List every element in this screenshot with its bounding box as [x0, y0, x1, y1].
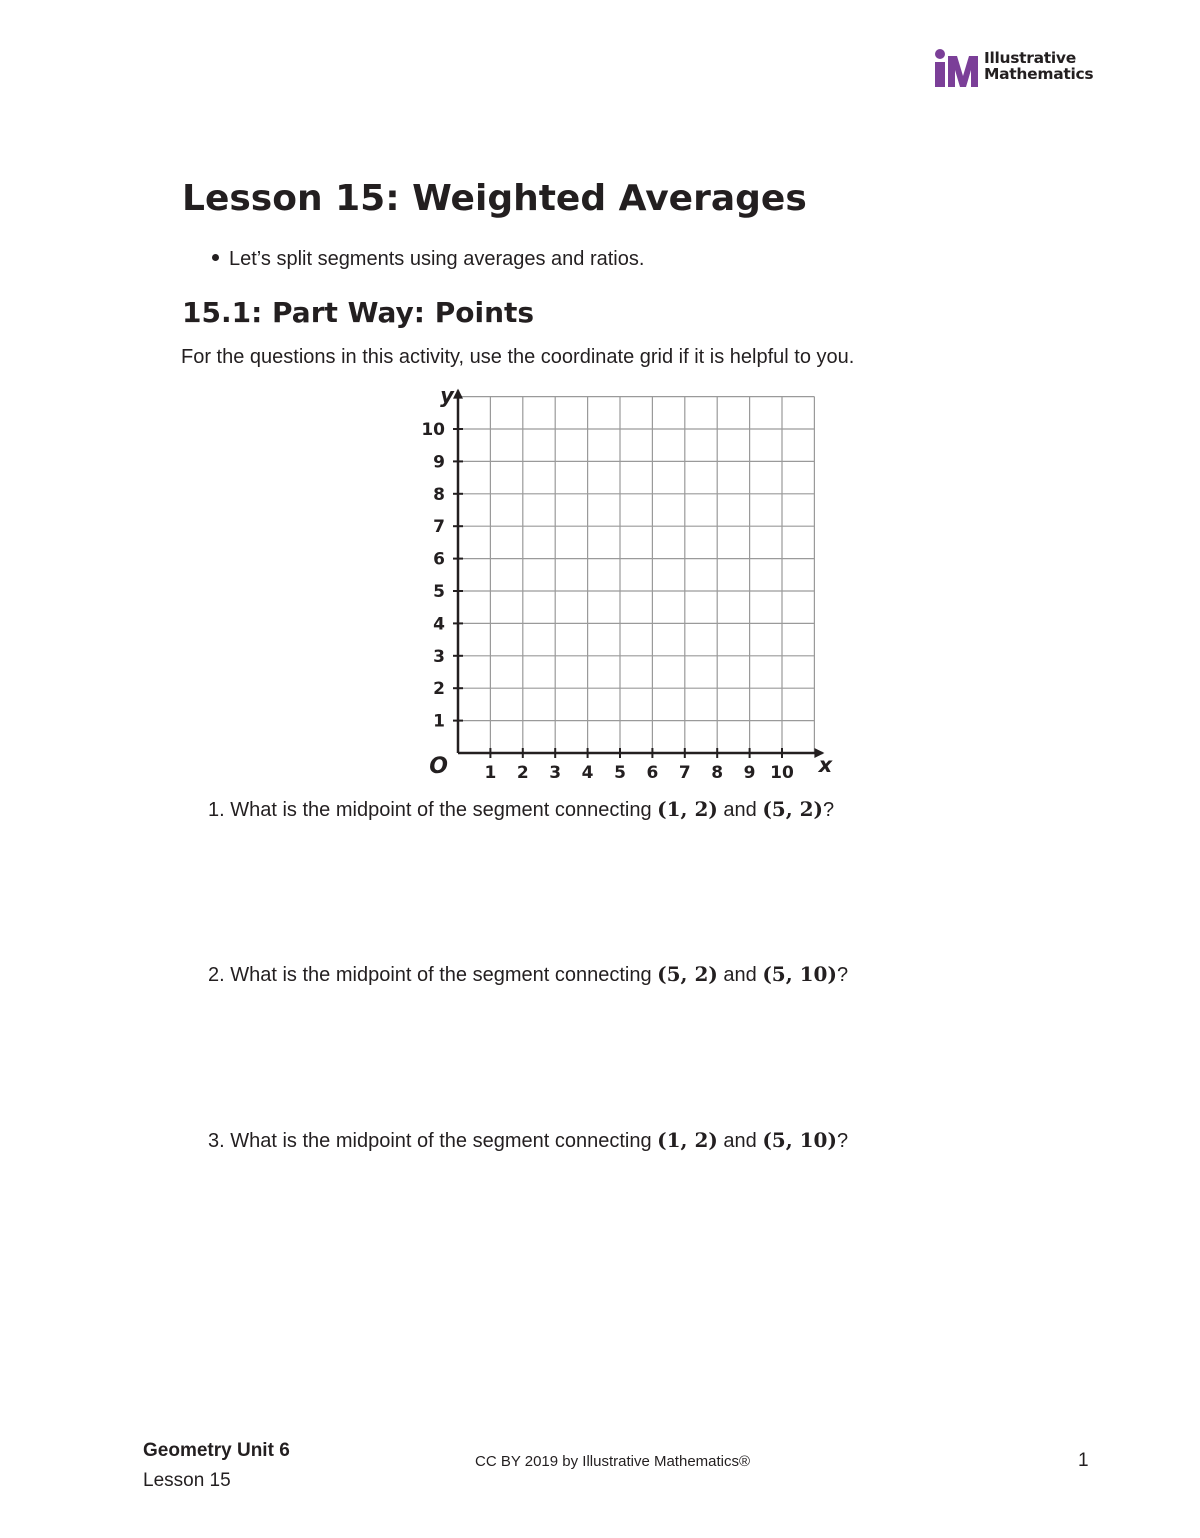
- point-2: (5, 10): [762, 962, 837, 986]
- question-text: What is the midpoint of the segment connecting: [230, 799, 658, 821]
- y-tick-label: 6: [433, 549, 445, 570]
- coordinate-grid: [405, 388, 835, 783]
- bullet-icon: [212, 254, 219, 261]
- y-tick-label: 1: [433, 711, 445, 732]
- question-number: 2.: [208, 964, 225, 986]
- x-tick-label: 1: [484, 763, 497, 783]
- point-1: (5, 2): [657, 962, 718, 986]
- question-text: What is the midpoint of the segment connecting: [230, 964, 658, 986]
- x-tick-label: 4: [581, 763, 594, 783]
- y-tick-label: 7: [433, 517, 445, 538]
- section-title: 15.1: Part Way: Points: [182, 296, 535, 329]
- page-number: 1: [1078, 1450, 1089, 1471]
- question-number: 3.: [208, 1130, 225, 1152]
- y-axis-label: y: [440, 388, 454, 408]
- x-tick-label: 2: [516, 763, 529, 783]
- footer-license: CC BY 2019 by Illustrative Mathematics®: [475, 1453, 751, 1470]
- footer-lesson: Lesson 15: [143, 1470, 231, 1491]
- point-1: (1, 2): [657, 1128, 718, 1152]
- logo-wordmark: [984, 50, 1093, 82]
- y-tick-label: 2: [433, 679, 445, 700]
- x-tick-label: 5: [614, 763, 626, 783]
- question-mark: ?: [823, 799, 835, 821]
- y-tick-label: 8: [433, 484, 445, 505]
- question-number: 1.: [208, 799, 225, 821]
- y-tick-label: 5: [433, 582, 445, 602]
- logo-line-1: Illustrative: [984, 49, 1076, 67]
- question-mark: ?: [836, 1130, 849, 1152]
- x-tick-label: 10: [770, 763, 794, 783]
- x-tick-label: 9: [743, 763, 756, 783]
- lesson-title: Lesson 15: Weighted Averages: [182, 178, 807, 219]
- question-text: What is the midpoint of the segment connecting: [230, 1130, 658, 1152]
- y-tick-label: 9: [433, 452, 445, 473]
- question-mark: ?: [836, 964, 849, 986]
- illustrative-mathematics-logo: [932, 48, 1097, 90]
- im-logo-icon: [932, 48, 982, 90]
- point-2: (5, 2): [762, 797, 824, 821]
- and-text: and: [717, 964, 763, 986]
- point-1: (1, 2): [657, 797, 718, 821]
- x-axis-label: x: [818, 753, 833, 777]
- y-tick-label: 4: [433, 614, 445, 635]
- learning-goal: [212, 248, 644, 271]
- question-3: [208, 1128, 848, 1153]
- logo-line-2: Mathematics: [984, 65, 1094, 83]
- question-1: [208, 797, 834, 822]
- point-2: (5, 10): [762, 1128, 837, 1152]
- and-text: and: [717, 1130, 763, 1152]
- x-tick-label: 6: [646, 763, 659, 783]
- footer-course: Geometry Unit 6: [143, 1440, 290, 1461]
- y-tick-label: 3: [433, 646, 445, 667]
- y-axis-arrow-icon: [453, 389, 463, 399]
- origin-label: O: [429, 754, 448, 779]
- x-tick-label: 8: [711, 763, 724, 783]
- x-tick-label: 7: [678, 763, 691, 783]
- footer-course-info: [143, 1436, 290, 1496]
- question-2: [208, 962, 848, 987]
- y-tick-label: 10: [421, 420, 445, 440]
- x-tick-label: 3: [549, 763, 562, 783]
- activity-intro: For the questions in this activity, use the coordinate grid if it is helpful to you.: [181, 346, 855, 368]
- learning-goal-text: Let’s split segments using averages and ratios.: [229, 248, 645, 270]
- and-text: and: [717, 799, 763, 821]
